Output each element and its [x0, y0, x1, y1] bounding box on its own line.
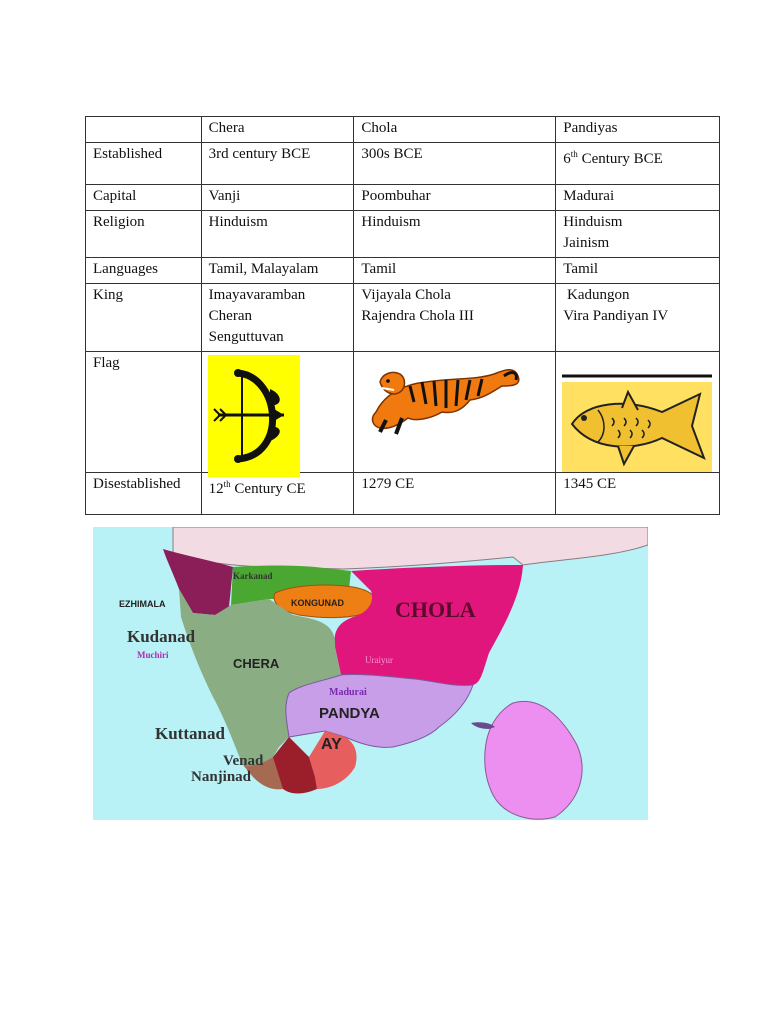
map-label-uraiyur: Uraiyur: [365, 655, 393, 665]
row-label: Flag: [86, 352, 202, 473]
header-cell-empty: [86, 117, 202, 143]
chola-king: Vijayala Chola Rajendra Chola III: [354, 284, 556, 352]
tiger-icon: [366, 352, 526, 442]
chola-disestablished: 1279 CE: [354, 473, 556, 515]
map-label-muchiri: Muchiri: [137, 650, 169, 660]
map-label-ezhimala: EZHIMALA: [119, 599, 166, 609]
map-label-ay: AY: [321, 736, 342, 753]
map-label-venad: Venad: [223, 753, 264, 769]
table-row-flag: [86, 352, 720, 473]
pandiyas-flag-cell: [556, 352, 720, 473]
pandiyas-disestablished: 1345 CE: [556, 473, 720, 515]
map-label-pandya: PANDYA: [319, 705, 380, 722]
chola-established: 300s BCE: [354, 143, 556, 185]
table-row-disestablished: [86, 473, 720, 515]
row-label: Capital: [86, 185, 202, 211]
map-label-kongunad: KONGUNAD: [291, 598, 344, 608]
bow-and-arrow-icon: [208, 355, 300, 477]
chera-flag-cell: [201, 352, 354, 473]
header-cell-chera: Chera: [201, 117, 354, 143]
map-label-madurai: Madurai: [329, 687, 367, 698]
map-label-kuttanad: Kuttanad: [155, 724, 225, 743]
south-india-kingdoms-map: [93, 527, 648, 820]
chola-religion: Hinduism: [354, 211, 556, 258]
pandiyas-capital: Madurai: [556, 185, 720, 211]
row-label: Languages: [86, 258, 202, 284]
chera-disestablished: 12th Century CE: [201, 473, 354, 515]
pandiyas-languages: Tamil: [556, 258, 720, 284]
map-label-kudanad: Kudanad: [127, 627, 196, 646]
map-label-chola: CHOLA: [395, 597, 476, 622]
chera-capital: Vanji: [201, 185, 354, 211]
chera-languages: Tamil, Malayalam: [201, 258, 354, 284]
chera-king: Imayavaramban Cheran Senguttuvan: [201, 284, 354, 352]
table-header-row: [86, 117, 720, 143]
fish-icon: [562, 372, 712, 472]
row-label: Disestablished: [86, 473, 202, 515]
table-row-established: [86, 143, 720, 185]
table-row-capital: [86, 185, 720, 211]
row-label: Established: [86, 143, 202, 185]
row-label: Religion: [86, 211, 202, 258]
header-cell-pandiyas: Pandiyas: [556, 117, 720, 143]
pandiyas-king: Kadungon Vira Pandiyan IV: [556, 284, 720, 352]
header-cell-chola: Chola: [354, 117, 556, 143]
map-label-nanjinad: Nanjinad: [191, 769, 252, 785]
chera-established: 3rd century BCE: [201, 143, 354, 185]
chera-religion: Hinduism: [201, 211, 354, 258]
row-label: King: [86, 284, 202, 352]
map-label-karkanad: Karkanad: [233, 571, 273, 581]
chola-flag-cell: [354, 352, 556, 473]
pandiyas-religion: Hinduism Jainism: [556, 211, 720, 258]
table-row-languages: [86, 258, 720, 284]
kingdoms-table: [85, 116, 720, 515]
chola-capital: Poombuhar: [354, 185, 556, 211]
map-label-chera: CHERA: [233, 656, 280, 671]
pandiyas-established: 6th Century BCE: [556, 143, 720, 185]
table-row-king: [86, 284, 720, 352]
table-row-religion: [86, 211, 720, 258]
chola-languages: Tamil: [354, 258, 556, 284]
